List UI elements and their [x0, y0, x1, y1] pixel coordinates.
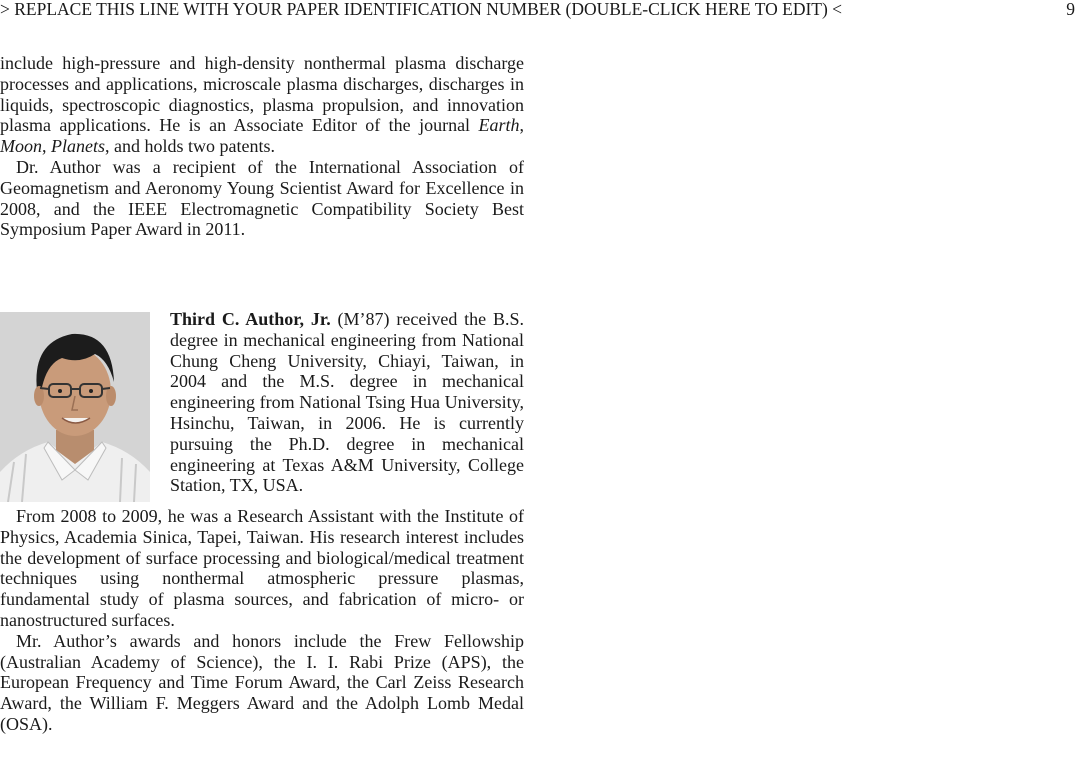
bio-text-end: , and holds two patents. [105, 136, 275, 157]
third-author-bio [0, 309, 524, 735]
author-intro-text: (M’87) received the B.S. degree in mechanical engineering from National Chung Cheng University, Chiayi, Taiwan, in 2004 and the M.S. degree in mechanical engineering from National Tsing Hua University, Hsinchu, Taiwan, in 2006. He is currently pursuing the Ph.D. degree in mechanical engineering at Texas A&M University, College Station, TX, USA. [170, 309, 524, 496]
journal-name-earth: Earth [478, 115, 520, 136]
awards-paragraph: Dr. Author was a recipient of the International Association of Geomagnetism and Aeronomy Young Scientist Award for Excellence in 2008, and the IEEE Electromagnetic Compatibility Society Best Symposium Paper Award in 2011. [0, 156, 524, 240]
paper-id-header[interactable]: > REPLACE THIS LINE WITH YOUR PAPER IDENTIFICATION NUMBER (DOUBLE-CLICK HERE TO EDIT) < [0, 0, 843, 19]
research-paragraph: From 2008 to 2009, he was a Research Assistant with the Institute of Physics, Academia Sinica, Tapei, Taiwan. His research interest includes the development of surface processing and biological/medical treatment techniques using nonthermal atmospheric pressure plasmas, fundamental study of plasma sources, and fabrication of micro- or nanostructured surfaces. [0, 506, 524, 630]
journal-name-planets: Planets [51, 136, 105, 157]
author-photo [0, 312, 150, 502]
previous-author-bio [0, 53, 524, 240]
bio-paragraph: include high-pressure and high-density nonthermal plasma discharge processes and applications, microscale plasma discharges, discharges in liquids, spectroscopic diagnostics, plasma propulsion, and innovation plasma applications. He is an Associate Editor of the journal Earth, Moon, Planets, and holds two patents. [0, 53, 524, 157]
journal-name-moon: Moon [0, 136, 42, 157]
honors-paragraph: Mr. Author’s awards and honors include the Frew Fellowship (Australian Academy of Science), the I. I. Rabi Prize (APS), the European Frequency and Time Forum Award, the Carl Zeiss Research Award, the William F. Meggers Award and the Adolph Lomb Medal (OSA). [0, 630, 524, 734]
author-portrait-image [0, 312, 150, 502]
bio-text: include high-pressure and high-density nonthermal plasma discharge processes and applications, microscale plasma discharges, discharges in liquids, spectroscopic diagnostics, plasma propulsion, and innovation plasma applications. He is an Associate Editor of the journal [0, 53, 524, 136]
page-number: 9 [1066, 0, 1075, 19]
author-name: Third C. Author, Jr. [170, 309, 331, 329]
